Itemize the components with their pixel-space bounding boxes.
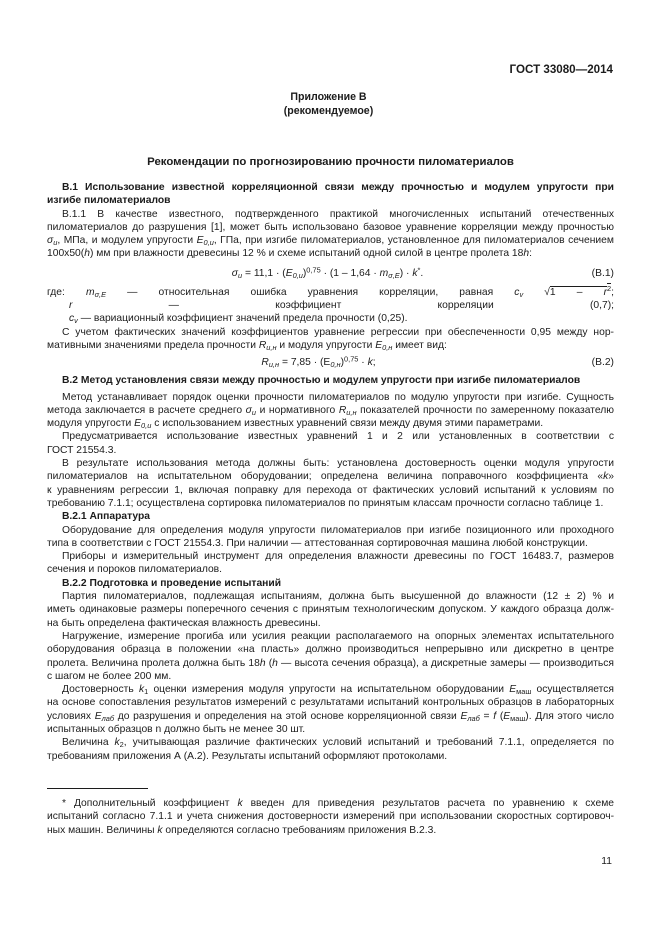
section-heading-b2-1 xyxy=(47,510,614,523)
math-symbol: E xyxy=(509,684,517,696)
superscript: 0,75 xyxy=(344,354,359,364)
text-line: В.1 Использование известной корреляционной связи между прочностью и модулем упругости при xyxy=(62,182,614,193)
subscript: 0,и xyxy=(203,238,214,248)
subscript: лаб xyxy=(101,713,115,723)
text-line: В.2.2 Подготовка и проведение испытаний xyxy=(62,577,282,589)
radicand-text: 1 – xyxy=(549,286,604,298)
subscript: маш xyxy=(516,687,532,697)
formula-b2 xyxy=(47,356,614,370)
text-line: модуля упругости $E_{0,и}$ с использованием известных уравнений связи между двумя этими параметрами. xyxy=(47,418,544,431)
paragraph-b1-1 xyxy=(47,208,614,261)
text-line: С учетом фактических значений коэффициентов уравнение регрессии при обеспеченности 0,95 между нор- xyxy=(62,326,614,338)
math-symbol: r xyxy=(69,300,73,312)
text-line: испытанных образцов n должно быть не менее 30 шт. xyxy=(47,723,306,735)
subscript: 0,и xyxy=(292,270,303,280)
math-symbol: k xyxy=(138,684,145,696)
paragraph-k2 xyxy=(47,736,614,763)
subscript: маш xyxy=(510,713,526,723)
subscript: 0,и xyxy=(141,421,152,431)
math-symbol: h xyxy=(259,657,266,669)
text-line: Величина $k_2$, учитывающая различие фактических условий испытаний и требований 7.1.1, определяется по xyxy=(62,737,614,750)
subscript: лаб xyxy=(467,713,480,723)
math-symbol: h xyxy=(84,248,90,260)
math-symbol: k xyxy=(157,824,163,836)
paragraph-result xyxy=(47,457,614,510)
equation-number: (В.2) xyxy=(591,357,614,369)
math-symbol: σ xyxy=(231,267,238,279)
math-symbol: E xyxy=(196,235,204,247)
text-line: требованиям приложения А (А.2). Результаты испытаний оформляют протоколами. xyxy=(47,750,448,762)
superscript: * xyxy=(417,265,421,275)
text-line: В.2.1 Аппаратура xyxy=(62,511,150,523)
formula-legend xyxy=(47,286,614,326)
text-line: В результате использования метода должны быть: установлена достоверность оценки модуля упругости xyxy=(62,458,614,470)
text-line: условиях $E_{лаб}$ до разрушения и определения на этой основе корреляционной связи $E_{лаб} = f$ $(E_{маш})$. Для этого число xyxy=(47,710,614,723)
paragraph-instruments xyxy=(47,550,614,577)
text-line: ГОСТ 21554.3. xyxy=(47,444,117,456)
text-line: мативными значениями предела прочности $R_{и,н}$ и модуля упругости $E_{0,н}$ имеет вид: xyxy=(47,339,447,353)
appendix-label xyxy=(0,90,661,118)
section-heading-b2 xyxy=(47,374,614,387)
subscript: 2 xyxy=(119,740,124,750)
subscript: σ,E xyxy=(94,289,107,299)
math-symbol: k xyxy=(114,737,120,749)
math-symbol: E xyxy=(134,418,142,430)
text-line: иметь одинаковые размеры поперечного сечения с принятым технологическим допуском. У каждого образца долж- xyxy=(47,604,614,616)
text-line: типа в соответствии с ГОСТ 21554.3. При наличии — аттестованная сортировочная машина любой конструкции. xyxy=(47,537,588,549)
text-line: с шагом не более 200 мм. xyxy=(47,670,172,682)
formula-expression: $R_{и,н} = 7,85 \cdot (E_{0,н})^{0,75} \cdot k$; xyxy=(261,354,376,370)
text-line: 100х50(h) мм при влажности древесины 12 % и схеме испытаний одной силой в центре пролета 18h: xyxy=(47,248,532,260)
text-line: на основе сопоставления результатов измерений с результатами испытаний контрольных образцов в лабораторных xyxy=(47,697,614,709)
text-line: пиломатериалов до разрушения [1], может быть использовано базовое уравнение корреляции между прочностью xyxy=(47,221,614,233)
text-line: В.1.1 В качестве известного, подтвержденного практикой многочисленных испытаний отечественных xyxy=(62,208,614,220)
math-symbol: R xyxy=(261,357,269,369)
subscript: v xyxy=(519,289,524,299)
subscript: и,н xyxy=(268,360,280,370)
formula-expression: $\sigma_и = 11,1 \cdot (E_{0,и})^{0,75} \cdot (1 - 1,64 \cdot m_{\sigma,E}) \cdot k^*$. xyxy=(231,265,424,280)
appendix-status: (рекомендуемое) xyxy=(283,105,374,117)
math-symbol: σ xyxy=(245,404,252,416)
paragraph-reliability xyxy=(47,683,614,736)
footnote-divider xyxy=(47,788,148,789)
math-symbol: k xyxy=(367,357,373,369)
math-symbol: E xyxy=(503,710,511,722)
paragraph-method xyxy=(47,391,614,431)
text-line: на быть определена фактическая влажность древесины. xyxy=(47,617,321,629)
subscript: и,н xyxy=(346,407,357,417)
math-symbol: c xyxy=(514,286,520,298)
text-line: * Дополнительный коэффициент k введен для приведения результатов расчета по уравнению к схеме xyxy=(62,798,614,809)
text-line: оборудования образца в положении «на пласть» должно производиться непрерывно или дискретно в центре xyxy=(47,644,614,656)
paragraph-loading xyxy=(47,630,614,683)
math-symbol: h xyxy=(272,657,278,669)
text-line: Метод устанавливает порядок оценки прочности пиломатериалов по модулю упругости при изгибе. Сущность xyxy=(62,391,614,403)
page-number: 11 xyxy=(601,856,612,867)
math-symbol: E xyxy=(375,339,383,351)
equation-number: (В.1) xyxy=(591,267,614,279)
text-line: Предусматривается использование известных уравнений 1 и 2 или установленных в соответствии с xyxy=(62,431,614,443)
text-line: Приборы и измерительный инструмент для определения влажности древесины по ГОСТ 16483.7, размеров xyxy=(62,551,614,563)
math-symbol: E xyxy=(460,710,468,722)
math-symbol: m xyxy=(379,267,389,279)
section-heading-b2-2 xyxy=(47,577,614,590)
paragraph-equations xyxy=(47,430,614,457)
math-symbol: m xyxy=(85,286,95,298)
text-line: пиломатериалов на испытательном оборудовании; определена величина поправочного коэффициента «k» xyxy=(47,471,614,483)
formula-b1 xyxy=(47,267,614,281)
text-line: метода заключается в расчете среднего $\sigma_и$ и нормативного $R_{и,н}$ показателей прочности по замеренному показателю xyxy=(47,404,614,417)
page-title: Рекомендации по прогнозированию прочности пиломатериалов xyxy=(147,156,514,168)
text-line: r — коэффициент корреляции (0,7); xyxy=(69,300,614,312)
text-line: Партия пиломатериалов, подлежащая испытаниям, должна быть высушенной до влажности (12 ± 2) % и xyxy=(62,591,614,603)
text-line: где: $m_{\sigma,E}$ — относительная ошибка уравнения корреляции, равная $c_v$ $√1 - r^2$; xyxy=(47,284,614,299)
text-line: изгибе пиломатериалов xyxy=(47,195,171,207)
subscript: 1 xyxy=(144,687,149,697)
math-symbol: f xyxy=(493,710,497,722)
appendix-title: Приложение В xyxy=(290,91,367,103)
paragraph-regression xyxy=(47,326,614,353)
subscript: и xyxy=(251,407,256,417)
text-line: пролета. Величина пролета должна быть 18h (h — высота сечения образца), а дискретные замеры — производиться xyxy=(47,657,615,669)
section-heading-b1 xyxy=(47,181,614,208)
math-symbol: R xyxy=(338,404,347,416)
text-line: сечения и пороков пиломатериалов. xyxy=(47,564,223,576)
text-line: $c_v$ — вариационный коэффициент значений предела прочности (0,25). xyxy=(69,313,408,326)
math-symbol: E xyxy=(94,710,102,722)
math-symbol: k xyxy=(237,798,243,809)
math-symbol: R xyxy=(258,339,267,351)
subscript: и xyxy=(237,270,243,280)
radicand-text: r xyxy=(603,286,607,298)
text-line: к уравнениям регрессии 1, включая поправку для перехода от фактических условий испытаний к условиям по xyxy=(47,484,614,496)
text-line: испытаний согласно 7.1.1 и учета снижения достоверности измерений при использовании скоростных сортировоч- xyxy=(47,811,614,823)
text-line: Достоверность $k_1$ оценки измерения модуля упругости на испытательном оборудовании $E_{маш}$ осуществляется xyxy=(62,684,614,697)
math-symbol: k xyxy=(412,267,418,279)
subscript: 0,н xyxy=(382,343,393,353)
document-body xyxy=(47,181,614,763)
text-line: ных машин. Величины k определяются согласно требованиям приложения В.2.3. xyxy=(47,824,437,836)
math-symbol: c xyxy=(69,313,75,325)
math-symbol: h xyxy=(523,248,530,260)
paragraph-batch xyxy=(47,590,614,630)
text-line: требованию 7.1.1; осуществлена сортировка пиломатериалов по принятым классам прочности согласно таблице 1. xyxy=(47,497,604,509)
superscript: 0,75 xyxy=(306,265,321,275)
subscript: v xyxy=(74,316,78,326)
footnote xyxy=(47,797,614,837)
math-symbol: k xyxy=(603,471,609,483)
subscript: 0,н xyxy=(330,360,341,370)
math-symbol: σ xyxy=(47,235,54,247)
math-symbol: E xyxy=(285,267,293,279)
subscript: σ,E xyxy=(388,270,400,280)
subscript: и xyxy=(53,238,58,248)
superscript: 2 xyxy=(607,284,612,294)
text-line: Оборудование для определения модуля упругости пиломатериалов при изгибе позиционного или проходного xyxy=(62,524,614,536)
text-line: В.2 Метод установления связи между прочностью и модулем упругости при изгибе пиломатериалов xyxy=(62,375,581,387)
text-line: $\sigma_и$, МПа, и модулем упругости $E_{0,и}$, ГПа, при изгибе пиломатериалов, установленное для пиломатериалов сечением xyxy=(47,235,614,248)
standard-code: ГОСТ 33080—2014 xyxy=(509,63,613,76)
paragraph-equipment xyxy=(47,524,614,551)
text-line: Нагружение, измерение прогиба или усилия реакции располагаемого на опорных элементах испытательного xyxy=(62,630,614,642)
subscript: и,н xyxy=(266,343,277,353)
